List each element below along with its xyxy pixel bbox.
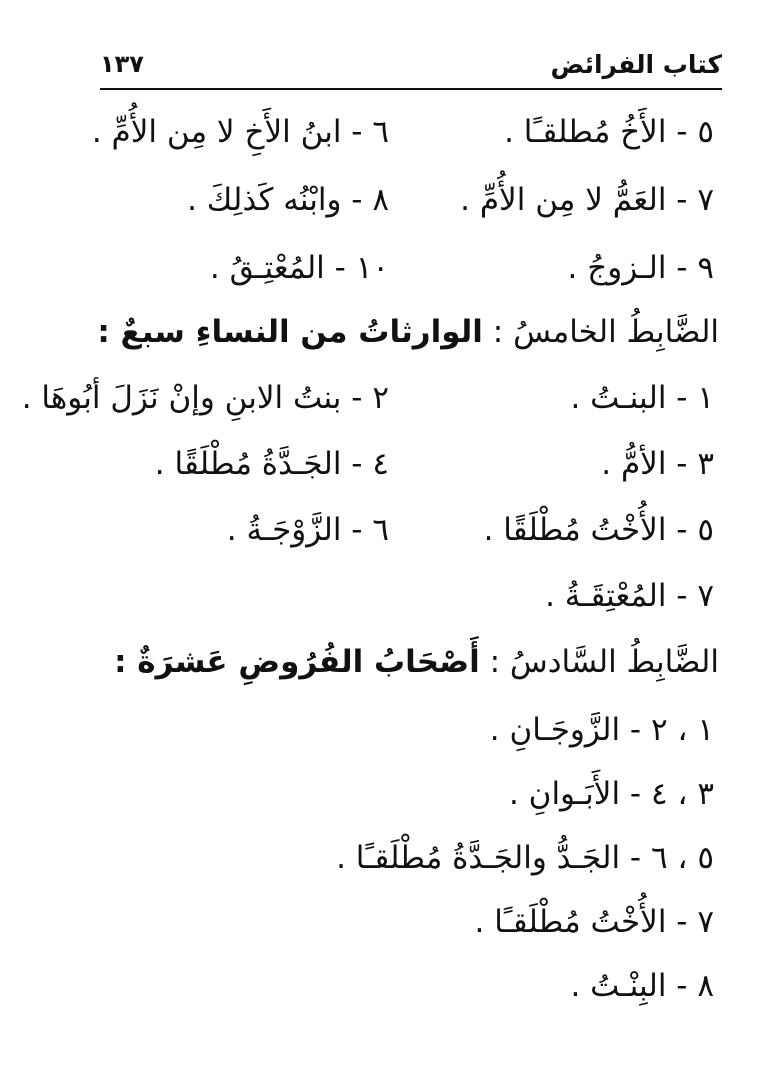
share-holder-item: ١ ، ٢ - الزَّوجَـانِ . bbox=[489, 712, 714, 748]
share-holder-item: ٧ - الأُخْتُ مُطْلَقـًا . bbox=[474, 904, 714, 940]
list-item-5: ٥ - الأَخُ مُطلقـًا . bbox=[504, 114, 714, 150]
female-heir-5: ٥ - الأُخْتُ مُطْلَقًا . bbox=[483, 512, 714, 548]
share-holder-item: ٣ ، ٤ - الأَبَـوانِ . bbox=[508, 776, 714, 812]
section-5-lead: الضَّابِطُ الخامسُ : bbox=[492, 314, 719, 350]
female-heir-7: ٧ - المُعْتِقَـةُ . bbox=[545, 578, 714, 614]
female-heir-1: ١ - البنـتُ . bbox=[570, 380, 714, 416]
female-heir-3: ٣ - الأمُّ . bbox=[601, 446, 714, 482]
share-holder-item: ٨ - البِنْـتُ . bbox=[570, 968, 714, 1004]
section-heading-6 bbox=[114, 634, 719, 690]
list-item-9: ٩ - الـزوجُ . bbox=[567, 250, 714, 286]
section-heading-5 bbox=[97, 304, 719, 360]
page-header bbox=[100, 50, 722, 86]
section-6-title: أَصْحَابُ الفُرُوضِ عَشرَةٌ : bbox=[114, 644, 480, 680]
female-heir-6: ٦ - الزَّوْجَـةُ . bbox=[226, 512, 389, 548]
header-divider bbox=[100, 88, 722, 90]
female-heir-4: ٤ - الجَـدَّةُ مُطْلَقًا . bbox=[154, 446, 389, 482]
list-item-6: ٦ - ابنُ الأَخِ لا مِن الأُمِّ . bbox=[91, 114, 389, 150]
female-heir-2: ٢ - بنتُ الابنِ وإنْ نَزَلَ أبُوهَا . bbox=[21, 380, 389, 416]
section-5-title: الوارثاتُ من النساءِ سبعٌ : bbox=[97, 314, 483, 350]
section-6-lead: الضَّابِطُ السَّادسُ : bbox=[489, 644, 719, 680]
list-item-10: ١٠ - المُعْتِـقُ . bbox=[209, 250, 389, 286]
share-holder-item: ٥ ، ٦ - الجَـدُّ والجَـدَّةُ مُطْلَقـًا . bbox=[336, 840, 714, 876]
book-title: كتاب الفرائض bbox=[550, 50, 722, 79]
list-item-7: ٧ - العَمُّ لا مِن الأُمِّ . bbox=[460, 182, 714, 218]
list-item-8: ٨ - وابْنُه كَذلِكَ . bbox=[187, 182, 389, 218]
page-number: ١٣٧ bbox=[100, 50, 144, 78]
